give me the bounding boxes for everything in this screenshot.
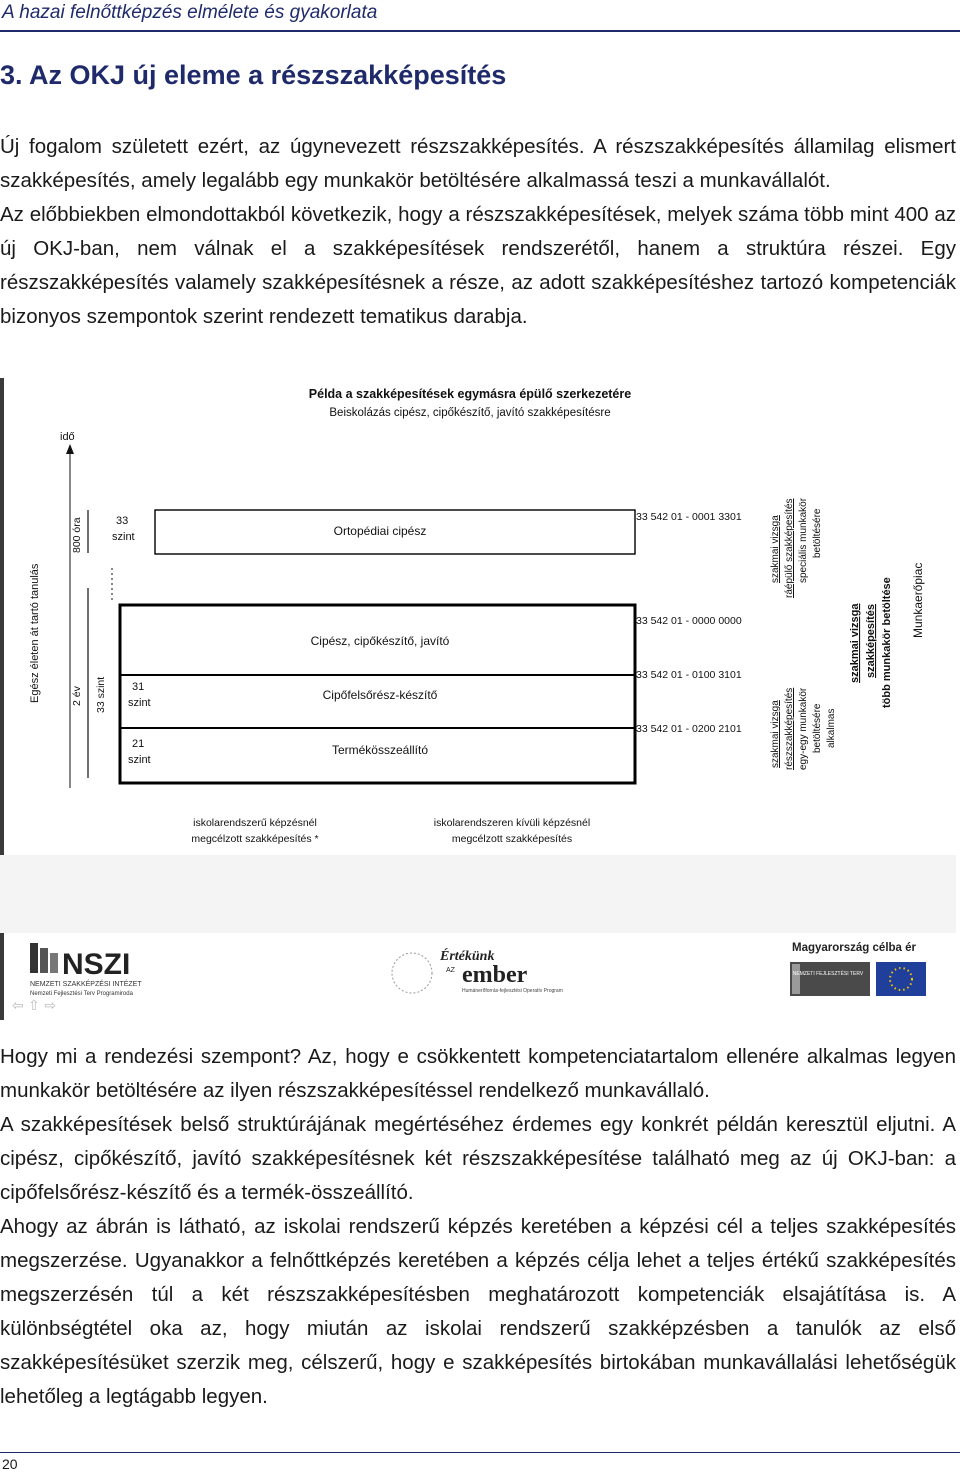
right-col1-bottom-line4: betöltésére [812,703,823,753]
right-col1-top-line2: ráépülő szakképesítés [784,498,795,598]
magyarorszag-celba-er-logo [790,942,926,996]
running-head-rule [0,30,960,32]
adult-target-line2: megcélzott szakképesítés [451,833,573,845]
figure-gray-band [0,855,956,933]
nft-text: NEMZETI FEJLESZTÉSI TERV [792,971,864,977]
ertekunk-word: Értékünk [440,949,495,964]
level-31-word: szint [128,697,151,709]
school-target-line2: megcélzott szakképesítés * [191,833,319,845]
intro-paragraph-2: Az előbbiekben elmondottakból következik, hogy a részszakképesítések, melyek száma több mint 400 az új OKJ-ban, nem válnak el a szakképesítések rendszerétől, hanem a struktúra részei. Egy részszakképesítés valamely szakképesítésnek a része, az adott szakképesítéshez tartozó kompetenciák bizonyos szempontok szerint rendezett tematikus darabja. [0,203,956,328]
nszi-logo-subline2: Nemzeti Fejlesztési Terv Programiroda [30,991,133,997]
chapter-title: 3. Az OKJ új eleme a részszakképesítés [0,60,507,90]
right-col1-bottom-line1: szakmai vizsga [770,700,781,768]
right-col2-line2: szakképesítés [865,604,877,678]
running-head: A hazai felnőttképzés elmélete és gyakorlata [2,2,378,23]
figure-title: Példa a szakképesítések egymásra épülő szerkezetére [308,387,632,401]
code-shoemaker: 33 542 01 - 0000 0000 [636,615,742,627]
nszi-logo-subline1: NEMZETI SZAKKÉPZÉSI INTÉZET [30,981,142,988]
code-assembler: 33 542 01 - 0200 2101 [636,723,742,735]
magyarorszag-title: Magyarország célba ér [792,942,917,954]
footer-rule [0,1452,960,1453]
structure-figure [0,378,956,1020]
shoemaker-label: Cipész, cipőkészítő, javító [310,634,450,648]
right-col1-top-line3: speciális munkakör [798,497,809,583]
nszi-logo-stripe [30,943,38,973]
structure-figure-svg [0,378,956,1020]
body-paragraph-1: Hogy mi a rendezési szempont? Az, hogy e csökkentett kompetenciatartalom ellenére alkalmas legyen munkakör betöltésére az ilyen részszakképesítéssel rendelkező munkavállaló. [0,1045,956,1102]
body-text [0,1040,956,1414]
level-33-top-number: 33 [116,515,129,527]
orthopedic-shoemaker-label: Ortopédiai cipész [333,524,427,538]
az-word: AZ [446,967,455,974]
body-paragraph-2: A szakképesítések belső struktúrájának megértéséhez érdemes egy konkrét példán keresztül eljutni. A cipész, cipőkészítő, javító szakképesítésnek két részszakképesítése található meg az új OKJ-ban: a cipőfelsőrész-készítő és a termék-összeállító. [0,1113,956,1204]
upper-maker-label: Cipőfelsőrész-készítő [322,688,438,702]
right-col1-bottom-line2: részszakképesítés [784,687,795,770]
nszi-logo-stripe [40,948,48,973]
figure-subtitle: Beiskolázás cipész, cipőkészítő, javító szakképesítésre [329,407,611,419]
right-col1-bottom-line5: alkalmas [826,708,837,748]
years-label: 2 év [71,686,83,706]
lifelong-learning-label: Egész életen át tartó tanulás [29,563,41,703]
intro-text [0,130,956,334]
level-21-number: 21 [132,738,145,750]
page-number: 20 [2,1456,18,1472]
nszi-logo-wordmark: NSZI [62,948,131,981]
time-axis-label: idő [60,431,75,443]
nft-badge [790,962,870,996]
level-31-number: 31 [132,681,145,693]
right-col2-line3: több munkakör betöltése [881,577,893,708]
assembler-label: Termékösszeállító [331,743,429,757]
level-21-word: szint [128,754,151,766]
code-orthopedic: 33 542 01 - 0001 3301 [636,511,742,523]
nft-flag-stripe [792,964,800,994]
level-33-side-label: 33 szint [95,676,107,713]
body-paragraph-3: Ahogy az ábrán is látható, az iskolai rendszerű képzés keretében a képzési cél a teljes szakképesítés megszerzése. Ugyanakkor a felnőttképzés keretében a képzés célja lehet a teljes értékű szakképesítés megszerzésén túl a két részszakképesítésben meghatározott kompetenciák elsajátítása is. A különbségtétel oka az, hogy miután az iskolai rendszerű szakképzésben a tanulók az első szakképesítésüket szerzik meg, célszerű, hogy e szakképesítés birtokában munkavállalási lehetőségük lehetőleg a legtágabb legyen. [0,1215,956,1408]
level-33-top-word: szint [112,531,135,543]
slide-nav-arrows-icon: ⇦ ⇧ ⇨ [12,998,57,1014]
ember-word: ember [462,962,528,988]
right-col2-line1: szakmai vizsga [849,603,861,683]
right-col1-top-line4: betöltésére [812,508,823,558]
school-target-line1: iskolarendszerű képzésnél [193,817,317,829]
hefop-subline: Humánerőforrás-fejlesztési Operatív Program [462,988,563,994]
intro-paragraph-1: Új fogalom született ezért, az úgynevezett részszakképesítés. A részszakképesítés államilag elismert szakképesítés, amely legalább egy munkakör betöltésére alkalmassá teszi a munkavállalót. [0,135,956,192]
right-col1-bottom-line3: egy-egy munkakör [798,687,809,770]
nszi-logo-stripe [50,953,58,973]
eu-flag-icon [876,962,926,996]
labor-market-label: Munkaerőpiac [911,562,925,638]
hours-label: 800 óra [71,517,83,553]
code-upper-maker: 33 542 01 - 0100 3101 [636,669,742,681]
adult-target-line1: iskolarendszeren kívüli képzésnél [433,817,591,829]
right-col1-top-line1: szakmai vizsga [770,515,781,583]
